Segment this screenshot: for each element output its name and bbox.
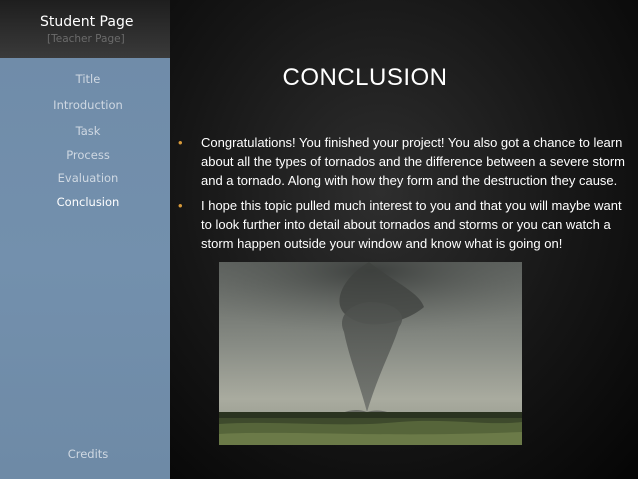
- nav-item-evaluation[interactable]: Evaluation: [57, 171, 119, 185]
- teacher-page-link[interactable]: [47, 33, 125, 45]
- teacher-page-label: Teacher Page: [51, 33, 121, 45]
- student-page-label[interactable]: Student Page: [40, 14, 134, 30]
- content-area: [170, 0, 638, 479]
- page-title: CONCLUSION: [282, 64, 448, 91]
- sidebar-header: [0, 0, 170, 58]
- bracket-close: ]: [120, 33, 125, 45]
- nav-item-conclusion[interactable]: Conclusion: [56, 195, 120, 209]
- bullet-text: Congratulations! You finished your project! You also got a chance to learn about all the types of tornados and the difference between a severe storm and a tornado. Along with how they form and the destruction they cause.: [201, 135, 625, 188]
- nav-item-introduction[interactable]: Introduction: [53, 98, 123, 112]
- bullet-dot: •: [178, 135, 183, 150]
- tornado-photo: [219, 262, 522, 445]
- nav-item-title[interactable]: Title: [75, 72, 101, 86]
- bracket-open: [: [47, 33, 52, 45]
- tornado-image: [219, 262, 522, 445]
- sidebar-nav: [0, 0, 170, 479]
- nav-item-credits[interactable]: Credits: [67, 447, 109, 461]
- nav-item-process[interactable]: Process: [66, 148, 110, 162]
- nav-item-task[interactable]: Task: [75, 124, 101, 138]
- bullet-text: I hope this topic pulled much interest to you and that you will maybe want to look further into detail about tornados and storms or you can watch a storm happen outside your window and know what is going on!: [201, 198, 622, 251]
- bullet-dot: •: [178, 198, 183, 213]
